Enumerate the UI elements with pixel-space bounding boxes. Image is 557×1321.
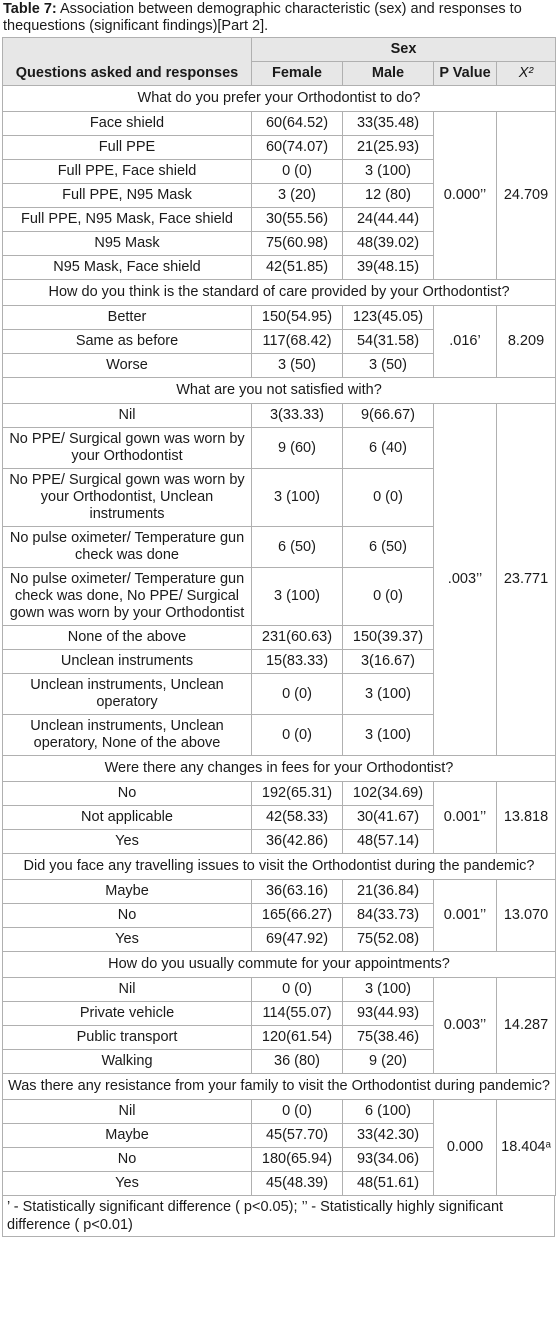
female-value: 9 (60) [252,428,343,469]
female-value: 0 (0) [252,1100,343,1124]
chi-square-value: 24.709 [497,112,556,280]
p-value: 0.000’’ [434,112,497,280]
response-label: Worse [3,354,252,378]
response-label: None of the above [3,626,252,650]
female-value: 3 (100) [252,469,343,527]
table-row [3,1100,556,1124]
response-label: Walking [3,1050,252,1074]
chi-square-value: 13.070 [497,880,556,952]
male-value: 0 (0) [343,469,434,527]
male-value: 21(25.93) [343,136,434,160]
female-value: 120(61.54) [252,1026,343,1050]
female-value: 45(48.39) [252,1172,343,1196]
female-value: 180(65.94) [252,1148,343,1172]
male-value: 48(57.14) [343,830,434,854]
p-value: .016’ [434,306,497,378]
male-value: 33(35.48) [343,112,434,136]
female-value: 3 (20) [252,184,343,208]
response-label: Unclean instruments, Unclean operatory [3,674,252,715]
male-value: 93(44.93) [343,1002,434,1026]
female-value: 192(65.31) [252,782,343,806]
question-text: Did you face any travelling issues to visit the Orthodontist during the pandemic? [3,854,556,880]
p-value: 0.001’’ [434,880,497,952]
female-value: 114(55.07) [252,1002,343,1026]
response-label: N95 Mask [3,232,252,256]
question-text: Were there any changes in fees for your Orthodontist? [3,756,556,782]
response-label: Full PPE, N95 Mask [3,184,252,208]
female-value: 117(68.42) [252,330,343,354]
header-female: Female [252,62,343,86]
question-row [3,756,556,782]
male-value: 84(33.73) [343,904,434,928]
male-value: 12 (80) [343,184,434,208]
chi-square-value: 8.209 [497,306,556,378]
response-label: No [3,1148,252,1172]
response-label: Yes [3,928,252,952]
response-label: No [3,904,252,928]
table-row [3,880,556,904]
male-value: 3 (100) [343,674,434,715]
table-body [3,86,556,1196]
male-value: 3 (50) [343,354,434,378]
male-value: 9(66.67) [343,404,434,428]
response-label: Maybe [3,1124,252,1148]
male-value: 3 (100) [343,715,434,756]
results-table [2,37,556,1196]
male-value: 39(48.15) [343,256,434,280]
chi-square-value: 14.287 [497,978,556,1074]
question-row [3,1074,556,1100]
response-label: Face shield [3,112,252,136]
header-chi-square: X² [497,62,556,86]
question-row [3,952,556,978]
female-value: 30(55.56) [252,208,343,232]
male-value: 30(41.67) [343,806,434,830]
response-label: Nil [3,404,252,428]
table-row [3,112,556,136]
chi-square-value: 13.818 [497,782,556,854]
female-value: 36(42.86) [252,830,343,854]
question-row [3,86,556,112]
table-row [3,782,556,806]
response-label: Full PPE, Face shield [3,160,252,184]
response-label: Yes [3,830,252,854]
male-value: 6 (100) [343,1100,434,1124]
question-text: Was there any resistance from your family to visit the Orthodontist during pandemic? [3,1074,556,1100]
header-questions: Questions asked and responses [3,62,252,86]
response-label: Not applicable [3,806,252,830]
male-value: 48(39.02) [343,232,434,256]
male-value: 6 (40) [343,428,434,469]
question-row [3,854,556,880]
female-value: 150(54.95) [252,306,343,330]
response-label: Unclean instruments [3,650,252,674]
question-text: How do you usually commute for your appointments? [3,952,556,978]
female-value: 45(57.70) [252,1124,343,1148]
response-label: Full PPE, N95 Mask, Face shield [3,208,252,232]
header-empty-cell [3,38,252,62]
male-value: 9 (20) [343,1050,434,1074]
question-text: What are you not satisfied with? [3,378,556,404]
response-label: Yes [3,1172,252,1196]
table-caption [0,0,557,37]
female-value: 60(64.52) [252,112,343,136]
response-label: No pulse oximeter/ Temperature gun check was done [3,527,252,568]
female-value: 60(74.07) [252,136,343,160]
male-value: 123(45.05) [343,306,434,330]
response-label: Unclean instruments, Unclean operatory, None of the above [3,715,252,756]
header-sex: Sex [252,38,556,62]
female-value: 0 (0) [252,715,343,756]
p-value: 0.003’’ [434,978,497,1074]
male-value: 3(16.67) [343,650,434,674]
footnote: ’ - Statistically significant difference ( p<0.05); ’’ - Statistically highly significant difference ( p<0.01) [2,1196,555,1237]
male-value: 0 (0) [343,568,434,626]
header-row-group [3,38,556,62]
response-label: Full PPE [3,136,252,160]
caption-label: Table 7: [3,1,57,17]
response-label: Same as before [3,330,252,354]
female-value: 42(51.85) [252,256,343,280]
response-label: Public transport [3,1026,252,1050]
male-value: 21(36.84) [343,880,434,904]
caption-text: Association between demographic characteristic (sex) and responses to thequestions (significant findings)[Part 2]. [3,1,522,34]
male-value: 3 (100) [343,978,434,1002]
female-value: 231(60.63) [252,626,343,650]
male-value: 33(42.30) [343,1124,434,1148]
female-value: 3 (50) [252,354,343,378]
chi-square-value: 18.404ᵃ [497,1100,556,1196]
female-value: 3(33.33) [252,404,343,428]
female-value: 15(83.33) [252,650,343,674]
male-value: 150(39.37) [343,626,434,650]
table-row [3,404,556,428]
male-value: 48(51.61) [343,1172,434,1196]
female-value: 165(66.27) [252,904,343,928]
response-label: No PPE/ Surgical gown was worn by your Orthodontist [3,428,252,469]
male-value: 3 (100) [343,160,434,184]
female-value: 6 (50) [252,527,343,568]
header-row [3,62,556,86]
response-label: No PPE/ Surgical gown was worn by your Orthodontist, Unclean instruments [3,469,252,527]
response-label: Better [3,306,252,330]
p-value: 0.000 [434,1100,497,1196]
question-text: What do you prefer your Orthodontist to do? [3,86,556,112]
response-label: Nil [3,978,252,1002]
male-value: 75(38.46) [343,1026,434,1050]
female-value: 0 (0) [252,674,343,715]
response-label: Nil [3,1100,252,1124]
response-label: No pulse oximeter/ Temperature gun check was done, No PPE/ Surgical gown was worn by your Orthodontist [3,568,252,626]
chi-square-value: 23.771 [497,404,556,756]
female-value: 0 (0) [252,978,343,1002]
header-male: Male [343,62,434,86]
female-value: 69(47.92) [252,928,343,952]
male-value: 24(44.44) [343,208,434,232]
female-value: 42(58.33) [252,806,343,830]
table-row [3,306,556,330]
male-value: 102(34.69) [343,782,434,806]
p-value: 0.001’’ [434,782,497,854]
response-label: N95 Mask, Face shield [3,256,252,280]
male-value: 75(52.08) [343,928,434,952]
p-value: .003’’ [434,404,497,756]
table-row [3,978,556,1002]
question-text: How do you think is the standard of care provided by your Orthodontist? [3,280,556,306]
question-row [3,280,556,306]
header-p-value: P Value [434,62,497,86]
female-value: 75(60.98) [252,232,343,256]
response-label: Private vehicle [3,1002,252,1026]
female-value: 36 (80) [252,1050,343,1074]
question-row [3,378,556,404]
male-value: 6 (50) [343,527,434,568]
male-value: 93(34.06) [343,1148,434,1172]
male-value: 54(31.58) [343,330,434,354]
female-value: 36(63.16) [252,880,343,904]
female-value: 0 (0) [252,160,343,184]
response-label: No [3,782,252,806]
female-value: 3 (100) [252,568,343,626]
response-label: Maybe [3,880,252,904]
